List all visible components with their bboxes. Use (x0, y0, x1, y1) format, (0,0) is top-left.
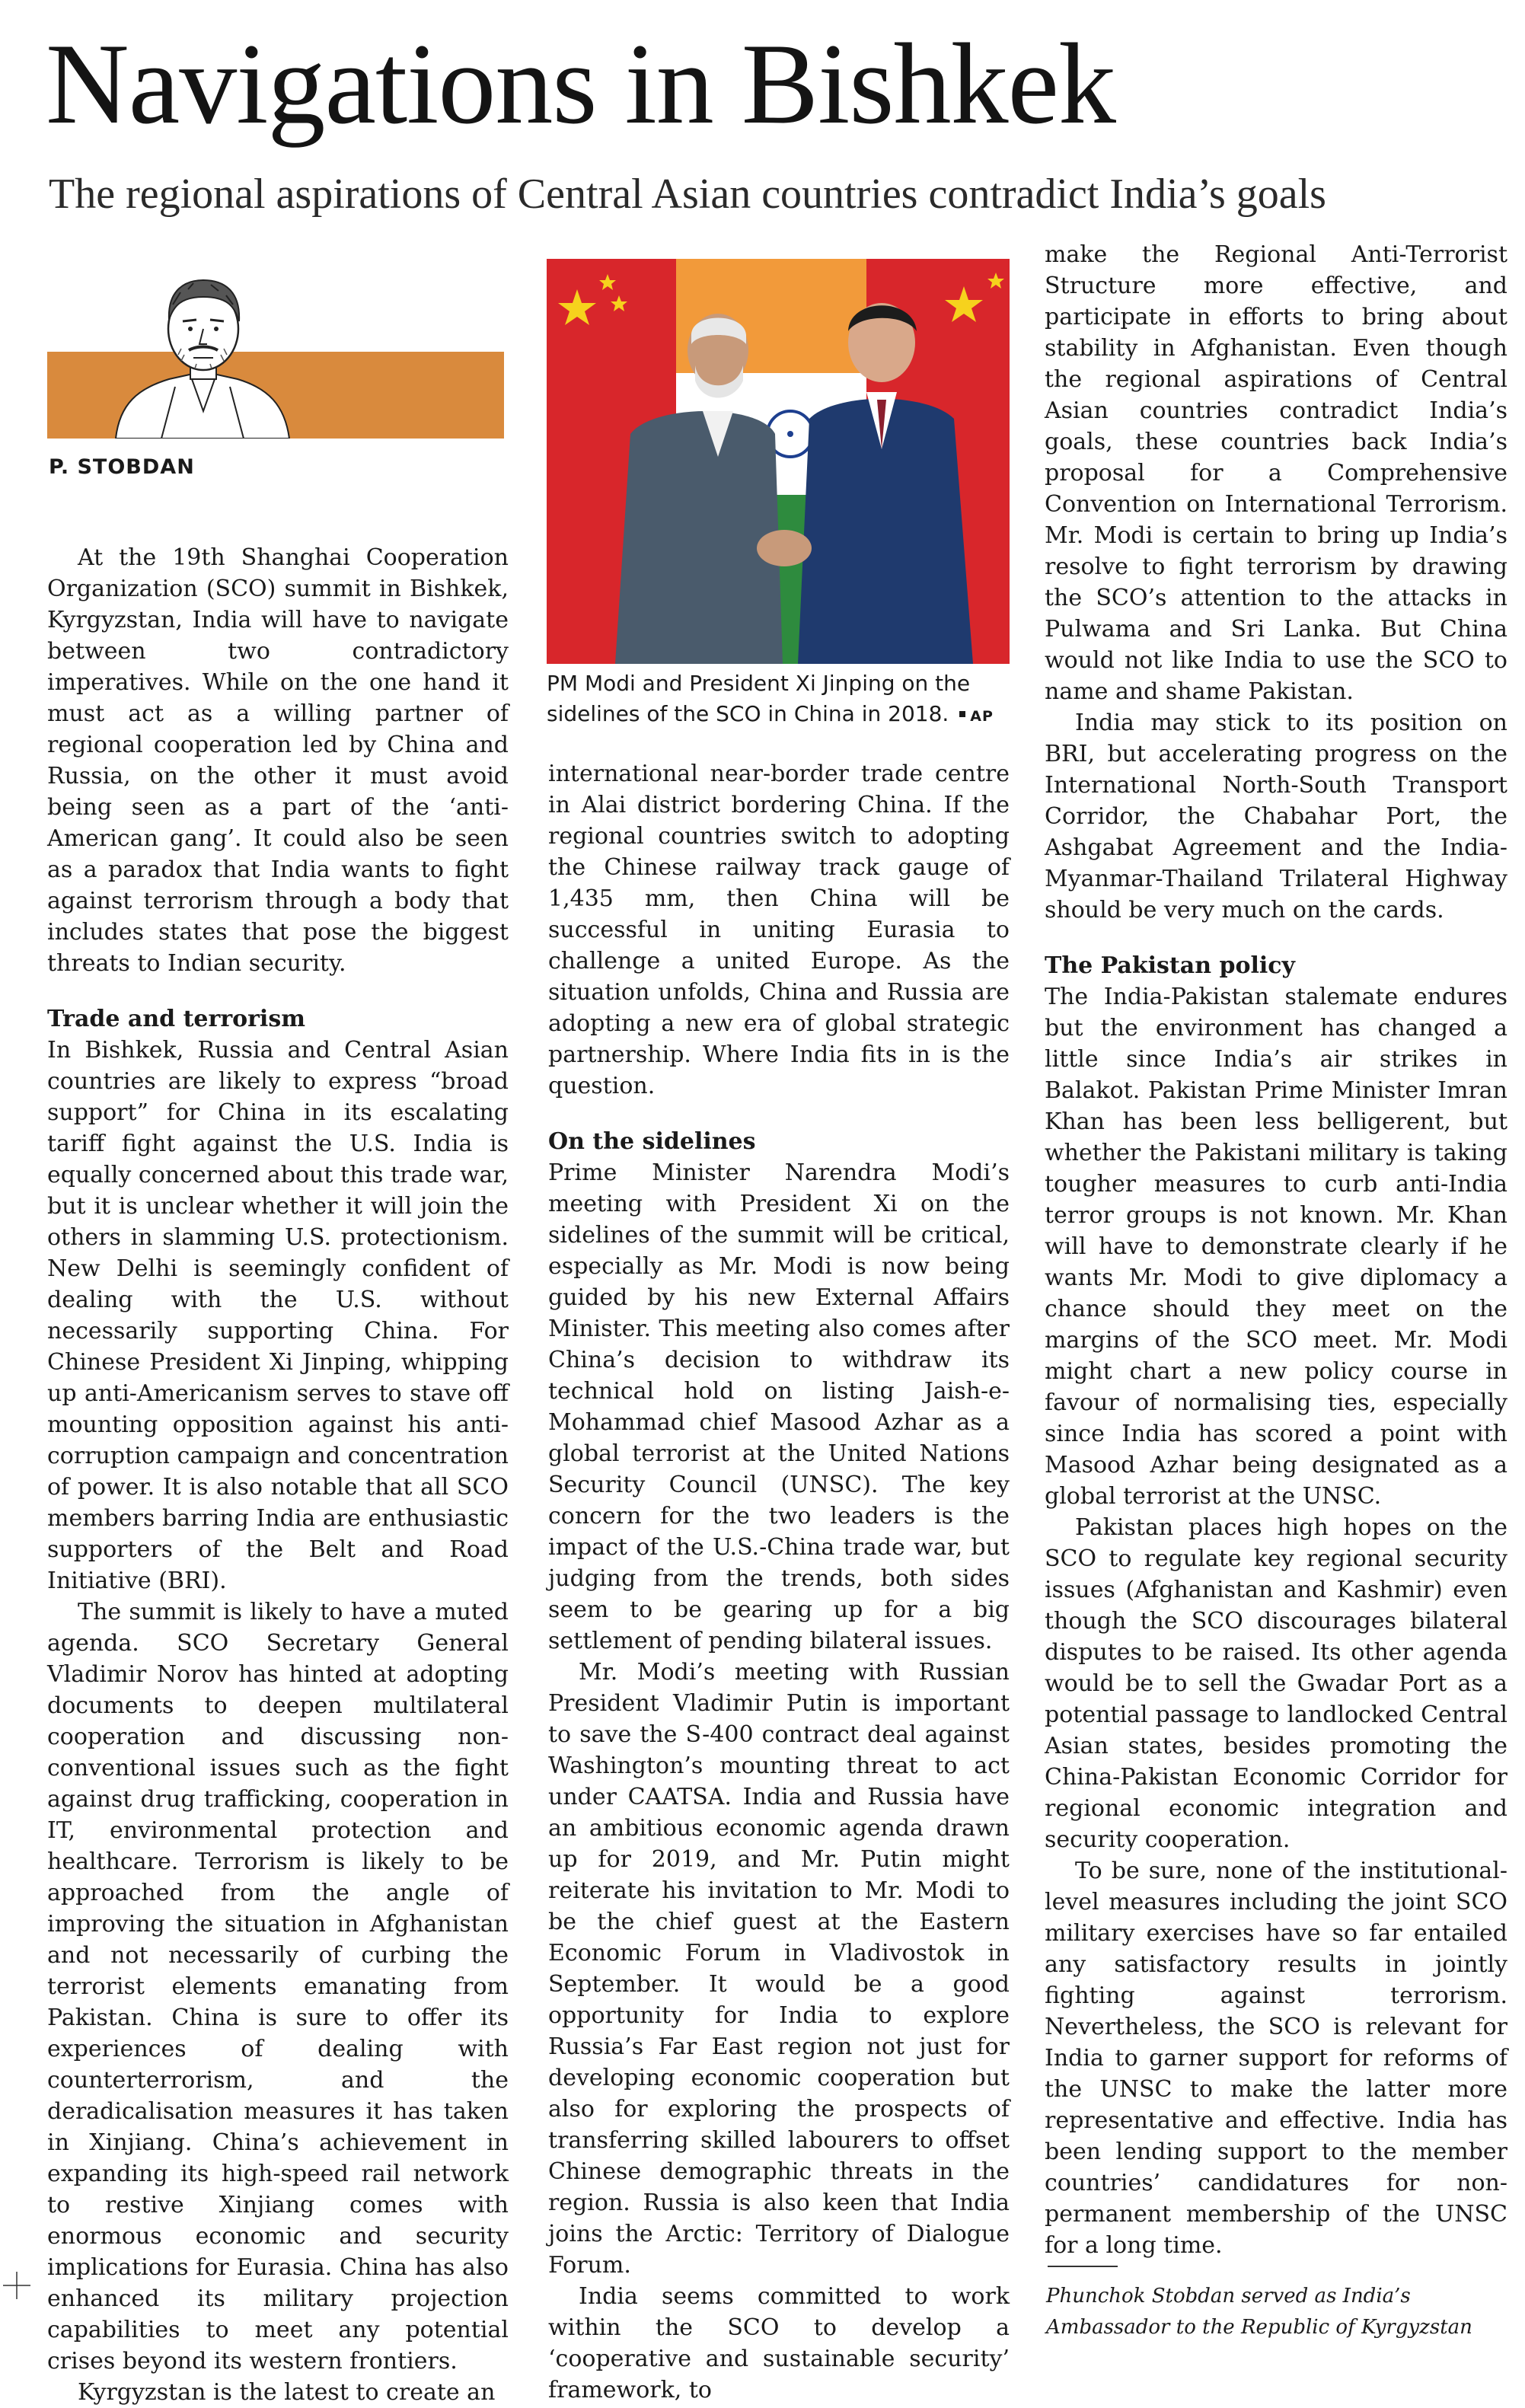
subhead-on-the-sidelines: On the sidelines (548, 1128, 756, 1155)
bio-line-2: Ambassador to the Republic of Kyrgyzstan (1046, 2316, 1472, 2339)
author-illustration (47, 259, 504, 439)
paragraph: India seems committed to work within the SCO to develop a ‘cooperative and sustainable security’ framework, to (548, 2283, 1010, 2403)
paragraph: make the Regional Anti-Terrorist Structure more effective, and participate in efforts to bring about stability in Afghanistan. Even though the regional aspirations of Central Asian countries contradict India’s goals, these countries back India’s proposal for a Comprehensive Convention on International Terrorism. Mr. Modi is certain to bring up India’s resolve to fight terrorism by drawing the SCO’s attention to the attacks in Pulwama and Sri Lanka. But China would not like India to use the SCO to name and shame Pakistan. (1045, 241, 1507, 705)
paragraph: The summit is likely to have a muted agenda. SCO Secretary General Vladimir Norov has hinted at adopting documents to deepen multilateral cooperation and discussing non-conventional issues such as the fight against drug trafficking, cooperation in IT, environmental protection and healthcare. Terrorism is likely to be approached from the angle of improving the situation in Afghanistan and not necessarily of curbing the terrorist elements emanating from Pakistan. China is sure to offer its experiences of dealing with counterterrorism, and the deradicalisation measures it has taken in Xinjiang. China’s achievement in expanding its high-speed rail network to restive Xinjiang comes with enormous economic and security implications for Eurasia. China has also enhanced its military projection capabilities to meet any potential crises beyond its western frontiers. (47, 1599, 509, 2375)
photo-modi-xi (547, 259, 1010, 664)
bio-divider (1048, 2266, 1118, 2267)
paragraph: international near-border trade centre in Alai district bordering China. If the regional countries switch to adopting the Chinese railway track gauge of 1,435 mm, then China will be successful in uniting Eurasia to challenge a united Europe. As the situation unfolds, China and Russia are adopting a new era of global strategic partnership. Where India fits in is the question. (548, 761, 1010, 1099)
bio-line-1: Phunchok Stobdan served as India’s (1046, 2285, 1411, 2308)
paragraph: Kyrgyzstan is the latest to create an (78, 2379, 496, 2406)
photo-caption (547, 668, 1011, 732)
paragraph: In Bishkek, Russia and Central Asian countries are likely to express “broad support” for China in its escalating tariff fight against the U.S. India is equally concerned about this trade war, but it is unclear whether it will join the others in slamming U.S. protectionism. New Delhi is seemingly confident of dealing with the U.S. without necessarily supporting China. For Chinese President Xi Jinping, whipping up anti-Americanism serves to stave off mounting opposition against his anti-corruption campaign and concentration of power. It is also notable that all SCO members barring India are enthusiastic supporters of the Belt and Road Initiative (BRI). (47, 1037, 509, 1594)
paragraph: The India-Pakistan stalemate endures but the environment has changed a little since India’s air strikes in Balakot. Pakistan Prime Minister Imran Khan has been less belligerent, but whether the Pakistani military is taking tougher measures to curb anti-India terror groups is not known. Mr. Khan will have to demonstrate clearly if he wants Mr. Modi to give diplomacy a chance should they meet on the margins of the SCO meet. Mr. Modi might chart a new policy course in favour of normalising ties, especially since India has scored a point with Masood Azhar being designated as a global terrorist at the UNSC. (1045, 984, 1507, 1510)
subhead-trade-and-terrorism: Trade and terrorism (47, 1006, 305, 1032)
column-1 (47, 542, 509, 2408)
byline: P. STOBDAN (49, 455, 195, 479)
subhead-the-pakistan-policy: The Pakistan policy (1045, 952, 1295, 979)
column-2 (548, 758, 1010, 2406)
crop-mark-icon (0, 2269, 33, 2302)
paragraph: Prime Minister Narendra Modi’s meeting with President Xi on the sidelines of the summit will be critical, especially as Mr. Modi is now being guided by his new External Affairs Minister. This meeting also comes after China’s decision to withdraw its technical hold on listing Jaish-e-Mohammad chief Masood Azhar as a global terrorist at the United Nations Security Council (UNSC). The key concern for the two leaders is the impact of the U.S.-China trade war, but judging from the trends, both sides seem to be gearing up for a big settlement of pending bilateral issues. (548, 1159, 1010, 1654)
photo-credit: AP (970, 708, 994, 725)
headline: Navigations in Bishkek (46, 20, 1116, 148)
column-3 (1045, 239, 1507, 2261)
deck: The regional aspirations of Central Asian countries contradict India’s goals (49, 171, 1326, 218)
caption-text: PM Modi and President Xi Jinping on the sidelines of the SCO in China in 2018. (547, 671, 971, 726)
author-bio (1046, 2281, 1511, 2343)
paragraph: Pakistan places high hopes on the SCO to regulate key regional security issues (Afghanistan and Kashmir) even though the SCO discourages bilateral disputes to be raised. Its other agenda would be to sell the Gwadar Port as a potential passage to landlocked Central Asian states, besides promoting the China-Pakistan Economic Corridor for regional economic integration and security cooperation. (1045, 1514, 1507, 1853)
paragraph: Mr. Modi’s meeting with Russian President Vladimir Putin is important to save the S-400 contract deal against Washington’s mounting threat to act under CAATSA. India and Russia have an ambitious economic agenda drawn up for 2019, and Mr. Putin might reiterate his invitation to Mr. Modi to be the chief guest at the Eastern Economic Forum in Vladivostok in September. It would be a good opportunity for India to explore Russia’s Far East region not just for developing economic cooperation but also for exploring the prospects of transferring skilled labourers to offset Chinese demographic threats in the region. Russia is also keen that India joins the Arctic: Territory of Dialogue Forum. (548, 1659, 1010, 2279)
credit-square-icon (959, 711, 965, 717)
paragraph: At the 19th Shanghai Cooperation Organization (SCO) summit in Bishkek, Kyrgyzstan, India will have to navigate between two contradictory imperatives. While on the one hand it must act as a willing partner of regional cooperation led by China and Russia, on the other it must avoid being seen as a part of the ‘anti-American gang’. It could also be seen as a paradox that India wants to fight against terrorism through a body that includes states that pose the biggest threats to Indian security. (47, 544, 509, 977)
paragraph: India may stick to its position on BRI, but accelerating progress on the International North-South Transport Corridor, the Chabahar Port, the Ashgabat Agreement and the India-Myanmar-Thailand Trilateral Highway should be very much on the cards. (1045, 710, 1507, 923)
paragraph: To be sure, none of the institutional-level measures including the joint SCO military exercises have so far entailed any satisfactory results in jointly fighting against terrorism. Nevertheless, the SCO is relevant for India to garner support for reforms of the UNSC to make the latter more representative and effective. India has been lending support to the member countries’ candidatures for non-permanent membership of the UNSC for a long time. (1045, 1858, 1507, 2259)
